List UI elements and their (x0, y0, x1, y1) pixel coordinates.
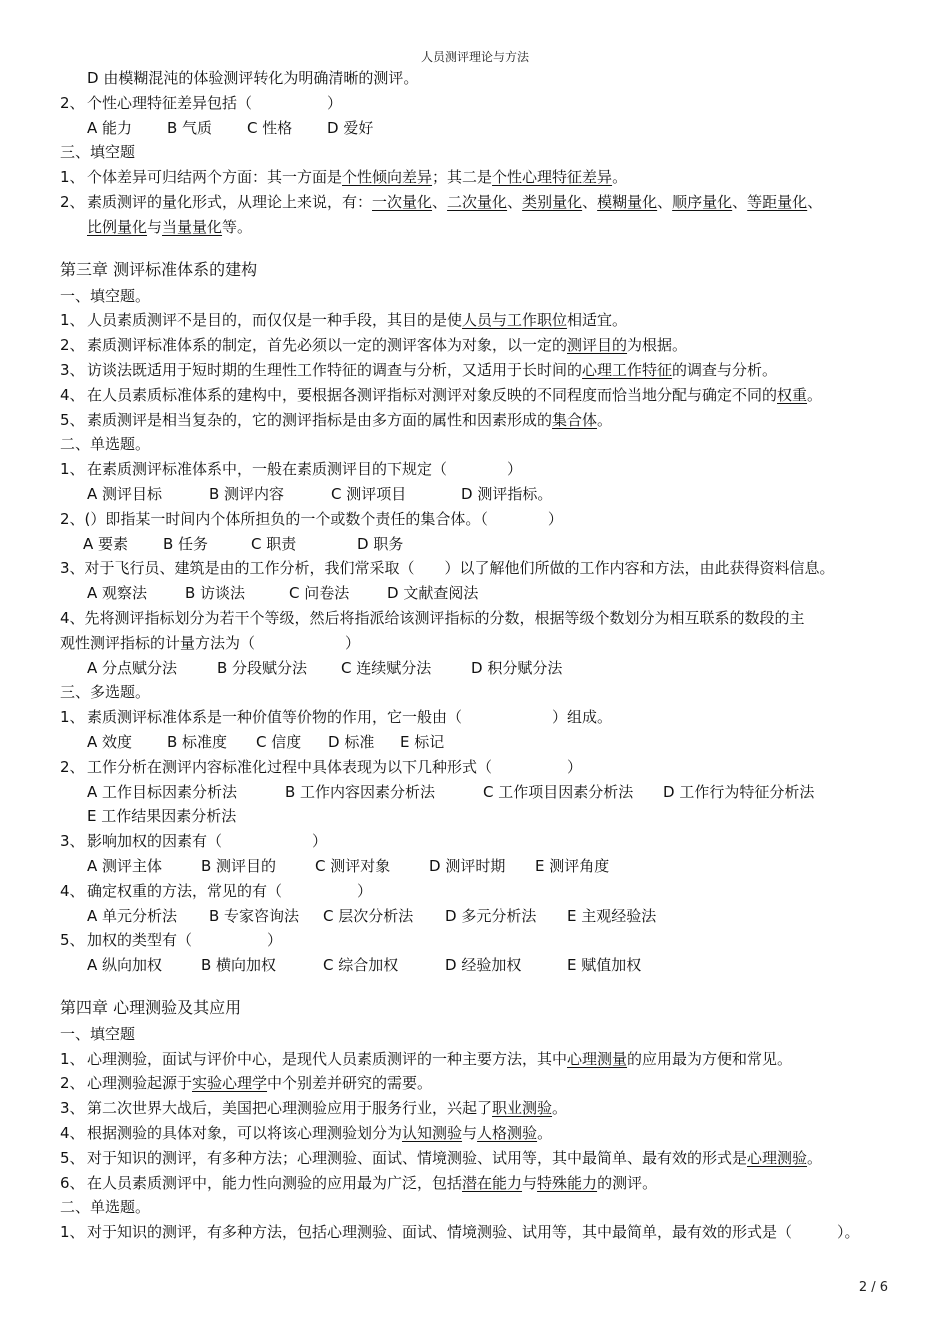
question-number: 3、 (60, 1099, 85, 1118)
question-number: 1、 (60, 1049, 85, 1068)
text-run: 在素质测评标准体系中，一般在素质测评目的下规定（ ） (87, 460, 523, 479)
answer-blank: 二次量化 (447, 192, 508, 211)
option-item: C 测评项目 (331, 484, 407, 503)
text-run: 、 (732, 192, 748, 211)
text-run: 4、先将测评指标划分为若干个等级，然后将指派给该测评指标的分数，根据等级个数划分为相互联系的数段的主 (60, 608, 805, 627)
option-item: B 专家咨询法 (209, 906, 300, 925)
question-text (87, 1146, 822, 1171)
question-item (60, 829, 896, 854)
question-item (60, 1096, 896, 1121)
question-item (60, 165, 896, 190)
answer-options (60, 482, 896, 507)
answer-blank: 人员与工作职位 (462, 311, 568, 330)
question-item (60, 308, 896, 333)
text-run: D 由模糊混沌的体验测评转化为明确清晰的测评。 (87, 69, 419, 87)
text-run: 、 (507, 192, 523, 211)
answer-options (60, 953, 896, 978)
question-text (87, 755, 582, 780)
question-item (60, 705, 896, 730)
question-number: 2、 (60, 757, 85, 776)
text-run: 素质测评标准体系是一种价值等价物的作用，它一般由（ ）组成。 (87, 708, 613, 727)
answer-blank: 职业测验 (492, 1099, 553, 1118)
question-text (87, 928, 282, 953)
question-number: 1、 (60, 1223, 85, 1242)
text-line (60, 432, 896, 457)
answer-blank: 顺序量化 (672, 192, 733, 211)
answer-blank: 个性倾向差异 (342, 168, 433, 187)
answer-blank: 类别量化 (522, 192, 583, 211)
option-item: B 测评内容 (209, 484, 285, 503)
option-item: C 连续赋分法 (341, 658, 432, 677)
text-run: ；其二是 (432, 168, 493, 187)
question-number: 1、 (60, 708, 85, 727)
question-item (60, 190, 896, 215)
text-run: 加权的类型有（ ） (87, 931, 283, 950)
text-run: 对于知识的测评，有多种方法，包括心理测验、面试、情境测验、试用等，其中最简单，最有效的形式是（ ）。 (87, 1223, 860, 1242)
option-item: D 多元分析法 (445, 906, 537, 925)
option-item: B 标准度 (167, 732, 228, 751)
answer-options (60, 730, 896, 755)
answer-blank: 个性心理特征差异 (492, 168, 613, 187)
text-run: 观性测评指标的计量方法为（ ） (60, 633, 361, 652)
text-run: 为根据。 (627, 336, 688, 355)
answer-blank: 集合体 (552, 410, 598, 429)
option-item: A 要素 (83, 534, 129, 553)
option-item: C 层次分析法 (323, 906, 414, 925)
text-run: 3、对于飞行员、建筑是由的工作分析，我们常采取（ ）以了解他们所做的工作内容和方法，由此获得资料信息。 (60, 559, 835, 578)
text-run: 。 (807, 385, 823, 404)
question-number: 4、 (60, 385, 85, 404)
option-item: A 纵向加权 (87, 956, 163, 975)
text-line (60, 284, 896, 309)
text-run: 与 (462, 1124, 478, 1143)
option-item: D 测评时期 (429, 856, 506, 875)
text-run: 的测评。 (597, 1173, 658, 1192)
option-item: B 横向加权 (201, 956, 277, 975)
text-run: 。 (537, 1124, 553, 1143)
question-number: 5、 (60, 931, 85, 950)
answer-options (60, 780, 896, 805)
option-item: D 职务 (357, 534, 404, 553)
text-run: 、 (582, 192, 598, 211)
answer-blank: 比例量化 (87, 217, 148, 236)
text-run: 心理测验起源于 (87, 1074, 193, 1093)
option-item: D 测评指标。 (461, 484, 553, 503)
option-item: D 爱好 (327, 118, 374, 137)
text-run: 等。 (222, 217, 253, 236)
text-run: 素质测评的量化形式，从理论上来说，有： (87, 192, 373, 211)
question-text (87, 1121, 552, 1146)
question-item (60, 457, 896, 482)
text-run: 素质测评标准体系的制定，首先必须以一定的测评客体为对象，以一定的 (87, 336, 568, 355)
option-item: C 性格 (247, 118, 293, 137)
option-item: D 文献查阅法 (387, 584, 479, 603)
option-item: C 工作项目因素分析法 (483, 782, 634, 801)
question-number: 2、 (60, 336, 85, 355)
option-item: B 气质 (167, 118, 213, 137)
option-item: D 工作行为特征分析法 (663, 782, 815, 801)
text-line (60, 140, 896, 165)
answer-blank: 等距量化 (747, 192, 808, 211)
text-run: 三、多选题。 (60, 683, 151, 702)
text-line (60, 556, 896, 581)
page-number: 2 / 6 (858, 1280, 888, 1295)
question-text (87, 383, 822, 408)
question-item (60, 1047, 896, 1072)
document-body (60, 66, 896, 1245)
text-run: 个体差异可归结两个方面：其一方面是 (87, 168, 343, 187)
question-item (60, 1121, 896, 1146)
option-item: C 测评对象 (315, 856, 391, 875)
question-item (60, 1071, 896, 1096)
option-item: C 问卷法 (289, 584, 350, 603)
text-run: 一、填空题 (60, 1024, 136, 1043)
question-item (60, 1171, 896, 1196)
option-item: A 观察法 (87, 584, 148, 603)
text-line (60, 1195, 896, 1220)
question-text (87, 333, 687, 358)
question-text (87, 358, 777, 383)
question-text (87, 91, 342, 116)
page-header: 人员测评理论与方法 (420, 50, 529, 64)
text-run: 。 (597, 410, 613, 429)
question-text (87, 1096, 567, 1121)
question-text (87, 705, 612, 730)
text-run: 的调查与分析。 (672, 360, 778, 379)
question-number: 2、 (60, 93, 85, 112)
text-run: 、 (807, 192, 823, 211)
answer-blank: 认知测验 (402, 1124, 463, 1143)
question-text (87, 457, 522, 482)
text-run: 心理测验，面试与评价中心，是现代人员素质测评的一种主要方法，其中 (87, 1049, 568, 1068)
answer-options (60, 804, 896, 829)
question-item (60, 91, 896, 116)
answer-options (60, 116, 896, 141)
answer-options (60, 581, 896, 606)
option-item: C 综合加权 (323, 956, 399, 975)
question-text (87, 1071, 432, 1096)
text-run: 、 (657, 192, 673, 211)
option-item: B 测评目的 (201, 856, 277, 875)
question-text (87, 408, 612, 433)
question-number: 4、 (60, 1124, 85, 1143)
question-number: 2、 (60, 192, 85, 211)
text-run: 、 (432, 192, 448, 211)
text-line (60, 1022, 896, 1047)
option-item: A 效度 (87, 732, 133, 751)
question-number: 1、 (60, 460, 85, 479)
text-run: 在人员素质测评中，能力性向测验的应用最为广泛，包括 (87, 1173, 463, 1192)
question-number: 3、 (60, 832, 85, 851)
answer-options (60, 656, 896, 681)
text-run: 2、(）即指某一时间内个体所担负的一个或数个责任的集合体。（ ） (60, 509, 563, 528)
section-gap (60, 978, 896, 992)
text-line (60, 680, 896, 705)
text-run: 影响加权的因素有（ ） (87, 832, 328, 851)
question-number: 2、 (60, 1074, 85, 1093)
question-item (60, 1220, 896, 1245)
question-text (87, 879, 372, 904)
option-item: E 标记 (400, 732, 445, 751)
question-text (87, 165, 627, 190)
text-run: 第二次世界大战后，美国把心理测验应用于服务行业，兴起了 (87, 1099, 493, 1118)
continuation-line (60, 66, 896, 91)
text-run: 根据测验的具体对象，可以将该心理测验划分为 (87, 1124, 403, 1143)
text-run: 一、填空题。 (60, 286, 151, 305)
option-item: A 工作目标因素分析法 (87, 782, 238, 801)
text-run: 确定权重的方法，常见的有（ ） (87, 881, 373, 900)
question-item (60, 1146, 896, 1171)
text-run: 第四章 心理测验及其应用 (60, 997, 242, 1017)
answer-blank: 人格测验 (477, 1124, 538, 1143)
question-number: 3、 (60, 360, 85, 379)
answer-blank: 模糊量化 (597, 192, 658, 211)
answer-blank: 潜在能力 (462, 1173, 523, 1192)
question-number: 1、 (60, 311, 85, 330)
option-item: E 主观经验法 (567, 906, 657, 925)
text-line (60, 606, 896, 631)
option-item: A 分点赋分法 (87, 658, 178, 677)
option-item: D 积分赋分法 (471, 658, 563, 677)
question-number: 5、 (60, 410, 85, 429)
option-item: B 任务 (163, 534, 209, 553)
continuation-line (60, 215, 896, 240)
question-item (60, 928, 896, 953)
text-run: 第三章 测评标准体系的建构 (60, 259, 258, 279)
answer-blank: 权重 (777, 385, 808, 404)
answer-blank: 特殊能力 (537, 1173, 598, 1192)
option-item: B 访谈法 (185, 584, 246, 603)
text-run: 访谈法既适用于短时期的生理性工作特征的调查与分析，又适用于长时间的 (87, 360, 583, 379)
option-item: A 测评主体 (87, 856, 163, 875)
question-number: 4、 (60, 881, 85, 900)
text-run: 素质测评是相当复杂的，它的测评指标是由多方面的属性和因素形成的 (87, 410, 553, 429)
question-number: 5、 (60, 1148, 85, 1167)
question-text (87, 308, 627, 333)
answer-blank: 心理工作特征 (582, 360, 673, 379)
option-item: D 经验加权 (445, 956, 522, 975)
text-run: 与 (522, 1173, 538, 1192)
answer-blank: 心理测量 (567, 1049, 628, 1068)
text-run: 。 (807, 1148, 823, 1167)
text-run: 二、单选题。 (60, 1198, 151, 1217)
answer-options (60, 532, 896, 557)
text-run: 在人员素质标准体系的建构中，要根据各测评指标对测评对象反映的不同程度而恰当地分配与确定不同的 (87, 385, 778, 404)
question-number: 6、 (60, 1173, 85, 1192)
answer-options (60, 854, 896, 879)
section-gap (60, 240, 896, 254)
question-item (60, 333, 896, 358)
text-run: 与 (147, 217, 163, 236)
text-run: 。 (612, 168, 628, 187)
option-item: E 工作结果因素分析法 (87, 807, 237, 826)
chapter-title (60, 994, 896, 1022)
question-item (60, 879, 896, 904)
question-text (87, 190, 822, 215)
question-item (60, 755, 896, 780)
option-item: E 赋值加权 (567, 956, 642, 975)
text-line (60, 631, 896, 656)
question-item (60, 408, 896, 433)
answer-blank: 当量量化 (162, 217, 223, 236)
answer-blank: 实验心理学 (192, 1074, 268, 1093)
text-run: 人员素质测评不是目的，而仅仅是一种手段，其目的是使 (87, 311, 463, 330)
text-run: 中个别差并研究的需要。 (267, 1074, 433, 1093)
option-item: E 测评角度 (535, 856, 610, 875)
text-run: 。 (552, 1099, 568, 1118)
option-item: B 工作内容因素分析法 (285, 782, 436, 801)
text-run: 工作分析在测评内容标准化过程中具体表现为以下几种形式（ ） (87, 757, 583, 776)
question-item (60, 358, 896, 383)
option-item: C 信度 (256, 732, 302, 751)
option-item: D 标准 (328, 732, 375, 751)
chapter-title (60, 256, 896, 284)
option-item: C 职责 (251, 534, 297, 553)
option-item: A 能力 (87, 118, 133, 137)
text-run: 相适宜。 (567, 311, 628, 330)
text-run: 的应用最为方便和常见。 (627, 1049, 793, 1068)
option-item: B 分段赋分法 (217, 658, 308, 677)
text-run: 对于知识的测评，有多种方法；心理测验、面试、情境测验、试用等，其中最简单、最有效的形式是 (87, 1148, 748, 1167)
option-item: A 单元分析法 (87, 906, 178, 925)
text-run: 个性心理特征差异包括（ ） (87, 93, 343, 112)
question-text (87, 1220, 860, 1245)
answer-blank: 测评目的 (567, 336, 628, 355)
text-line (60, 507, 896, 532)
option-item: A 测评目标 (87, 484, 163, 503)
question-text (87, 829, 327, 854)
answer-options (60, 904, 896, 929)
question-item (60, 383, 896, 408)
text-run: 三、填空题 (60, 143, 136, 162)
question-text (87, 1047, 792, 1072)
answer-blank: 心理测验 (747, 1148, 808, 1167)
question-text (87, 1171, 657, 1196)
answer-blank: 一次量化 (372, 192, 433, 211)
text-run: 二、单选题。 (60, 435, 151, 454)
question-number: 1、 (60, 168, 85, 187)
